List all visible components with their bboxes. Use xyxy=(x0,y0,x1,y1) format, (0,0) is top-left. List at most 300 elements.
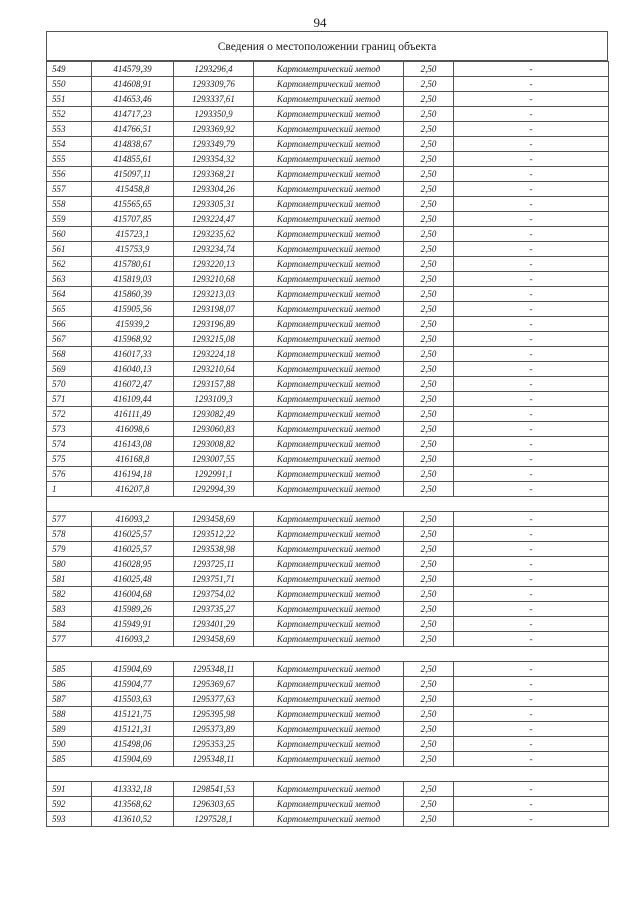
point-number-cell: 587 xyxy=(47,692,92,707)
method-cell: Картометрический метод xyxy=(254,347,404,362)
description-cell: - xyxy=(454,692,609,707)
method-cell: Картометрический метод xyxy=(254,602,404,617)
y-coordinate-cell: 1293735,27 xyxy=(174,602,254,617)
description-cell: - xyxy=(454,722,609,737)
description-cell: - xyxy=(454,812,609,827)
method-cell: Картометрический метод xyxy=(254,137,404,152)
table-row xyxy=(47,392,609,407)
point-number-cell: 592 xyxy=(47,797,92,812)
accuracy-cell: 2,50 xyxy=(404,227,454,242)
description-cell: - xyxy=(454,752,609,767)
method-cell: Картометрический метод xyxy=(254,407,404,422)
y-coordinate-cell: 1293234,74 xyxy=(174,242,254,257)
y-coordinate-cell: 1293458,69 xyxy=(174,512,254,527)
table-row xyxy=(47,452,609,467)
accuracy-cell: 2,50 xyxy=(404,182,454,197)
point-number-cell: 580 xyxy=(47,557,92,572)
y-coordinate-cell: 1295369,67 xyxy=(174,677,254,692)
y-coordinate-cell: 1293305,31 xyxy=(174,197,254,212)
table-row xyxy=(47,62,609,77)
table-row xyxy=(47,812,609,827)
accuracy-cell: 2,50 xyxy=(404,752,454,767)
y-coordinate-cell: 1293751,71 xyxy=(174,572,254,587)
x-coordinate-cell: 415503,63 xyxy=(92,692,174,707)
method-cell: Картометрический метод xyxy=(254,587,404,602)
y-coordinate-cell: 1293220,13 xyxy=(174,257,254,272)
description-cell: - xyxy=(454,782,609,797)
table-row xyxy=(47,527,609,542)
x-coordinate-cell: 415121,31 xyxy=(92,722,174,737)
method-cell: Картометрический метод xyxy=(254,542,404,557)
description-cell: - xyxy=(454,197,609,212)
description-cell: - xyxy=(454,482,609,497)
x-coordinate-cell: 416093,2 xyxy=(92,632,174,647)
table-row xyxy=(47,407,609,422)
y-coordinate-cell: 1295395,98 xyxy=(174,707,254,722)
x-coordinate-cell: 414838,67 xyxy=(92,137,174,152)
table-row xyxy=(47,272,609,287)
separator-row xyxy=(47,647,609,662)
y-coordinate-cell: 1293215,08 xyxy=(174,332,254,347)
point-number-cell: 574 xyxy=(47,437,92,452)
accuracy-cell: 2,50 xyxy=(404,572,454,587)
method-cell: Картометрический метод xyxy=(254,272,404,287)
accuracy-cell: 2,50 xyxy=(404,272,454,287)
method-cell: Картометрический метод xyxy=(254,677,404,692)
x-coordinate-cell: 415753,9 xyxy=(92,242,174,257)
y-coordinate-cell: 1293157,88 xyxy=(174,377,254,392)
accuracy-cell: 2,50 xyxy=(404,482,454,497)
table-row xyxy=(47,797,609,812)
y-coordinate-cell: 1293060,83 xyxy=(174,422,254,437)
table-row xyxy=(47,602,609,617)
accuracy-cell: 2,50 xyxy=(404,587,454,602)
method-cell: Картометрический метод xyxy=(254,812,404,827)
point-number-cell: 1 xyxy=(47,482,92,497)
description-cell: - xyxy=(454,167,609,182)
accuracy-cell: 2,50 xyxy=(404,632,454,647)
description-cell: - xyxy=(454,662,609,677)
table-row xyxy=(47,92,609,107)
table-row xyxy=(47,707,609,722)
y-coordinate-cell: 1293309,76 xyxy=(174,77,254,92)
table-row xyxy=(47,77,609,92)
point-number-cell: 588 xyxy=(47,707,92,722)
method-cell: Картометрический метод xyxy=(254,242,404,257)
y-coordinate-cell: 1293210,68 xyxy=(174,272,254,287)
point-number-cell: 585 xyxy=(47,752,92,767)
x-coordinate-cell: 415904,69 xyxy=(92,752,174,767)
table-row xyxy=(47,137,609,152)
accuracy-cell: 2,50 xyxy=(404,287,454,302)
table-row xyxy=(47,302,609,317)
x-coordinate-cell: 414855,61 xyxy=(92,152,174,167)
x-coordinate-cell: 415905,56 xyxy=(92,302,174,317)
x-coordinate-cell: 415949,91 xyxy=(92,617,174,632)
x-coordinate-cell: 416111,49 xyxy=(92,407,174,422)
method-cell: Картометрический метод xyxy=(254,377,404,392)
point-number-cell: 562 xyxy=(47,257,92,272)
table-row xyxy=(47,242,609,257)
method-cell: Картометрический метод xyxy=(254,752,404,767)
x-coordinate-cell: 416098,6 xyxy=(92,422,174,437)
point-number-cell: 565 xyxy=(47,302,92,317)
accuracy-cell: 2,50 xyxy=(404,92,454,107)
y-coordinate-cell: 1296303,65 xyxy=(174,797,254,812)
description-cell: - xyxy=(454,122,609,137)
description-cell: - xyxy=(454,452,609,467)
x-coordinate-cell: 414766,51 xyxy=(92,122,174,137)
accuracy-cell: 2,50 xyxy=(404,707,454,722)
accuracy-cell: 2,50 xyxy=(404,362,454,377)
method-cell: Картометрический метод xyxy=(254,212,404,227)
accuracy-cell: 2,50 xyxy=(404,407,454,422)
x-coordinate-cell: 413610,52 xyxy=(92,812,174,827)
x-coordinate-cell: 416143,08 xyxy=(92,437,174,452)
accuracy-cell: 2,50 xyxy=(404,347,454,362)
description-cell: - xyxy=(454,182,609,197)
separator-cell xyxy=(47,497,609,512)
y-coordinate-cell: 1293224,47 xyxy=(174,212,254,227)
x-coordinate-cell: 415904,69 xyxy=(92,662,174,677)
description-cell: - xyxy=(454,257,609,272)
accuracy-cell: 2,50 xyxy=(404,542,454,557)
method-cell: Картометрический метод xyxy=(254,692,404,707)
description-cell: - xyxy=(454,557,609,572)
accuracy-cell: 2,50 xyxy=(404,152,454,167)
method-cell: Картометрический метод xyxy=(254,167,404,182)
y-coordinate-cell: 1293007,55 xyxy=(174,452,254,467)
point-number-cell: 579 xyxy=(47,542,92,557)
description-cell: - xyxy=(454,542,609,557)
point-number-cell: 559 xyxy=(47,212,92,227)
method-cell: Картометрический метод xyxy=(254,332,404,347)
y-coordinate-cell: 1293401,29 xyxy=(174,617,254,632)
x-coordinate-cell: 415968,92 xyxy=(92,332,174,347)
description-cell: - xyxy=(454,407,609,422)
accuracy-cell: 2,50 xyxy=(404,467,454,482)
method-cell: Картометрический метод xyxy=(254,227,404,242)
point-number-cell: 585 xyxy=(47,662,92,677)
y-coordinate-cell: 1293213,03 xyxy=(174,287,254,302)
description-cell: - xyxy=(454,572,609,587)
x-coordinate-cell: 416017,33 xyxy=(92,347,174,362)
description-cell: - xyxy=(454,377,609,392)
y-coordinate-cell: 1293008,82 xyxy=(174,437,254,452)
accuracy-cell: 2,50 xyxy=(404,662,454,677)
separator-row xyxy=(47,767,609,782)
method-cell: Картометрический метод xyxy=(254,197,404,212)
y-coordinate-cell: 1293082,49 xyxy=(174,407,254,422)
description-cell: - xyxy=(454,332,609,347)
point-number-cell: 571 xyxy=(47,392,92,407)
x-coordinate-cell: 415860,39 xyxy=(92,287,174,302)
method-cell: Картометрический метод xyxy=(254,557,404,572)
method-cell: Картометрический метод xyxy=(254,527,404,542)
point-number-cell: 572 xyxy=(47,407,92,422)
method-cell: Картометрический метод xyxy=(254,392,404,407)
description-cell: - xyxy=(454,737,609,752)
y-coordinate-cell: 1293368,21 xyxy=(174,167,254,182)
point-number-cell: 589 xyxy=(47,722,92,737)
accuracy-cell: 2,50 xyxy=(404,422,454,437)
accuracy-cell: 2,50 xyxy=(404,797,454,812)
accuracy-cell: 2,50 xyxy=(404,377,454,392)
table-row xyxy=(47,347,609,362)
method-cell: Картометрический метод xyxy=(254,782,404,797)
method-cell: Картометрический метод xyxy=(254,422,404,437)
x-coordinate-cell: 413332,18 xyxy=(92,782,174,797)
y-coordinate-cell: 1293354,32 xyxy=(174,152,254,167)
description-cell: - xyxy=(454,677,609,692)
method-cell: Картометрический метод xyxy=(254,122,404,137)
y-coordinate-cell: 1293224,18 xyxy=(174,347,254,362)
method-cell: Картометрический метод xyxy=(254,512,404,527)
point-number-cell: 573 xyxy=(47,422,92,437)
accuracy-cell: 2,50 xyxy=(404,452,454,467)
x-coordinate-cell: 414717,23 xyxy=(92,107,174,122)
x-coordinate-cell: 414653,46 xyxy=(92,92,174,107)
description-cell: - xyxy=(454,527,609,542)
x-coordinate-cell: 413568,62 xyxy=(92,797,174,812)
point-number-cell: 583 xyxy=(47,602,92,617)
description-cell: - xyxy=(454,272,609,287)
table-row xyxy=(47,467,609,482)
x-coordinate-cell: 416025,48 xyxy=(92,572,174,587)
point-number-cell: 586 xyxy=(47,677,92,692)
accuracy-cell: 2,50 xyxy=(404,557,454,572)
method-cell: Картометрический метод xyxy=(254,257,404,272)
y-coordinate-cell: 1293538,98 xyxy=(174,542,254,557)
description-cell: - xyxy=(454,347,609,362)
y-coordinate-cell: 1293198,07 xyxy=(174,302,254,317)
method-cell: Картометрический метод xyxy=(254,62,404,77)
accuracy-cell: 2,50 xyxy=(404,242,454,257)
method-cell: Картометрический метод xyxy=(254,617,404,632)
y-coordinate-cell: 1293337,61 xyxy=(174,92,254,107)
x-coordinate-cell: 415904,77 xyxy=(92,677,174,692)
table-row xyxy=(47,587,609,602)
description-cell: - xyxy=(454,602,609,617)
description-cell: - xyxy=(454,107,609,122)
table-row xyxy=(47,257,609,272)
point-number-cell: 549 xyxy=(47,62,92,77)
x-coordinate-cell: 415458,8 xyxy=(92,182,174,197)
method-cell: Картометрический метод xyxy=(254,302,404,317)
page-number: 94 xyxy=(313,15,327,30)
method-cell: Картометрический метод xyxy=(254,362,404,377)
table-row xyxy=(47,632,609,647)
point-number-cell: 558 xyxy=(47,197,92,212)
description-cell: - xyxy=(454,137,609,152)
point-number-cell: 553 xyxy=(47,122,92,137)
table-row xyxy=(47,422,609,437)
table-row xyxy=(47,557,609,572)
y-coordinate-cell: 1293304,26 xyxy=(174,182,254,197)
accuracy-cell: 2,50 xyxy=(404,512,454,527)
accuracy-cell: 2,50 xyxy=(404,812,454,827)
y-coordinate-cell: 1293349,79 xyxy=(174,137,254,152)
method-cell: Картометрический метод xyxy=(254,92,404,107)
method-cell: Картометрический метод xyxy=(254,482,404,497)
point-number-cell: 576 xyxy=(47,467,92,482)
point-number-cell: 554 xyxy=(47,137,92,152)
accuracy-cell: 2,50 xyxy=(404,617,454,632)
table-row xyxy=(47,362,609,377)
y-coordinate-cell: 1293235,62 xyxy=(174,227,254,242)
table-title: Сведения о местоположении границ объекта xyxy=(46,31,608,61)
table-row xyxy=(47,752,609,767)
table-row xyxy=(47,332,609,347)
x-coordinate-cell: 416207,8 xyxy=(92,482,174,497)
point-number-cell: 578 xyxy=(47,527,92,542)
method-cell: Картометрический метод xyxy=(254,722,404,737)
y-coordinate-cell: 1295348,11 xyxy=(174,662,254,677)
y-coordinate-cell: 1293210,64 xyxy=(174,362,254,377)
x-coordinate-cell: 416072,47 xyxy=(92,377,174,392)
accuracy-cell: 2,50 xyxy=(404,782,454,797)
x-coordinate-cell: 416028,95 xyxy=(92,557,174,572)
method-cell: Картометрический метод xyxy=(254,572,404,587)
point-number-cell: 556 xyxy=(47,167,92,182)
accuracy-cell: 2,50 xyxy=(404,107,454,122)
description-cell: - xyxy=(454,62,609,77)
y-coordinate-cell: 1293458,69 xyxy=(174,632,254,647)
point-number-cell: 590 xyxy=(47,737,92,752)
method-cell: Картометрический метод xyxy=(254,437,404,452)
table-row xyxy=(47,677,609,692)
x-coordinate-cell: 415565,65 xyxy=(92,197,174,212)
description-cell: - xyxy=(454,467,609,482)
method-cell: Картометрический метод xyxy=(254,632,404,647)
y-coordinate-cell: 1293296,4 xyxy=(174,62,254,77)
x-coordinate-cell: 415939,2 xyxy=(92,317,174,332)
table-row xyxy=(47,212,609,227)
y-coordinate-cell: 1293754,02 xyxy=(174,587,254,602)
method-cell: Картометрический метод xyxy=(254,107,404,122)
accuracy-cell: 2,50 xyxy=(404,437,454,452)
x-coordinate-cell: 415989,26 xyxy=(92,602,174,617)
accuracy-cell: 2,50 xyxy=(404,212,454,227)
table-row xyxy=(47,167,609,182)
table-row xyxy=(47,482,609,497)
table-row xyxy=(47,737,609,752)
point-number-cell: 555 xyxy=(47,152,92,167)
point-number-cell: 577 xyxy=(47,632,92,647)
point-number-cell: 551 xyxy=(47,92,92,107)
description-cell: - xyxy=(454,617,609,632)
description-cell: - xyxy=(454,287,609,302)
x-coordinate-cell: 416025,57 xyxy=(92,542,174,557)
point-number-cell: 557 xyxy=(47,182,92,197)
point-number-cell: 591 xyxy=(47,782,92,797)
accuracy-cell: 2,50 xyxy=(404,257,454,272)
description-cell: - xyxy=(454,212,609,227)
y-coordinate-cell: 1293350,9 xyxy=(174,107,254,122)
point-number-cell: 584 xyxy=(47,617,92,632)
point-number-cell: 570 xyxy=(47,377,92,392)
table-row xyxy=(47,377,609,392)
description-cell: - xyxy=(454,512,609,527)
table-row xyxy=(47,437,609,452)
y-coordinate-cell: 1293725,11 xyxy=(174,557,254,572)
y-coordinate-cell: 1292994,39 xyxy=(174,482,254,497)
x-coordinate-cell: 416109,44 xyxy=(92,392,174,407)
point-number-cell: 550 xyxy=(47,77,92,92)
method-cell: Картометрический метод xyxy=(254,182,404,197)
x-coordinate-cell: 414579,39 xyxy=(92,62,174,77)
y-coordinate-cell: 1295353,25 xyxy=(174,737,254,752)
accuracy-cell: 2,50 xyxy=(404,77,454,92)
table-row xyxy=(47,287,609,302)
separator-cell xyxy=(47,647,609,662)
accuracy-cell: 2,50 xyxy=(404,332,454,347)
y-coordinate-cell: 1295373,89 xyxy=(174,722,254,737)
accuracy-cell: 2,50 xyxy=(404,677,454,692)
point-number-cell: 563 xyxy=(47,272,92,287)
accuracy-cell: 2,50 xyxy=(404,317,454,332)
table-row xyxy=(47,122,609,137)
description-cell: - xyxy=(454,362,609,377)
accuracy-cell: 2,50 xyxy=(404,692,454,707)
description-cell: - xyxy=(454,227,609,242)
description-cell: - xyxy=(454,632,609,647)
accuracy-cell: 2,50 xyxy=(404,737,454,752)
accuracy-cell: 2,50 xyxy=(404,302,454,317)
description-cell: - xyxy=(454,77,609,92)
method-cell: Картометрический метод xyxy=(254,77,404,92)
table-row xyxy=(47,572,609,587)
x-coordinate-cell: 415819,03 xyxy=(92,272,174,287)
x-coordinate-cell: 416194,18 xyxy=(92,467,174,482)
x-coordinate-cell: 416025,57 xyxy=(92,527,174,542)
table-row xyxy=(47,617,609,632)
point-number-cell: 568 xyxy=(47,347,92,362)
accuracy-cell: 2,50 xyxy=(404,392,454,407)
table-row xyxy=(47,512,609,527)
x-coordinate-cell: 416004,68 xyxy=(92,587,174,602)
x-coordinate-cell: 415097,11 xyxy=(92,167,174,182)
y-coordinate-cell: 1295348,11 xyxy=(174,752,254,767)
table-row xyxy=(47,692,609,707)
y-coordinate-cell: 1297528,1 xyxy=(174,812,254,827)
table-row xyxy=(47,197,609,212)
x-coordinate-cell: 414608,91 xyxy=(92,77,174,92)
point-number-cell: 560 xyxy=(47,227,92,242)
x-coordinate-cell: 416093,2 xyxy=(92,512,174,527)
method-cell: Картометрический метод xyxy=(254,797,404,812)
x-coordinate-cell: 415780,61 xyxy=(92,257,174,272)
accuracy-cell: 2,50 xyxy=(404,137,454,152)
table-row xyxy=(47,227,609,242)
method-cell: Картометрический метод xyxy=(254,737,404,752)
point-number-cell: 561 xyxy=(47,242,92,257)
x-coordinate-cell: 415723,1 xyxy=(92,227,174,242)
y-coordinate-cell: 1298541,53 xyxy=(174,782,254,797)
description-cell: - xyxy=(454,587,609,602)
point-number-cell: 582 xyxy=(47,587,92,602)
description-cell: - xyxy=(454,317,609,332)
method-cell: Картометрический метод xyxy=(254,662,404,677)
point-number-cell: 564 xyxy=(47,287,92,302)
accuracy-cell: 2,50 xyxy=(404,602,454,617)
description-cell: - xyxy=(454,152,609,167)
table-row xyxy=(47,107,609,122)
point-number-cell: 569 xyxy=(47,362,92,377)
point-number-cell: 567 xyxy=(47,332,92,347)
description-cell: - xyxy=(454,242,609,257)
description-cell: - xyxy=(454,302,609,317)
